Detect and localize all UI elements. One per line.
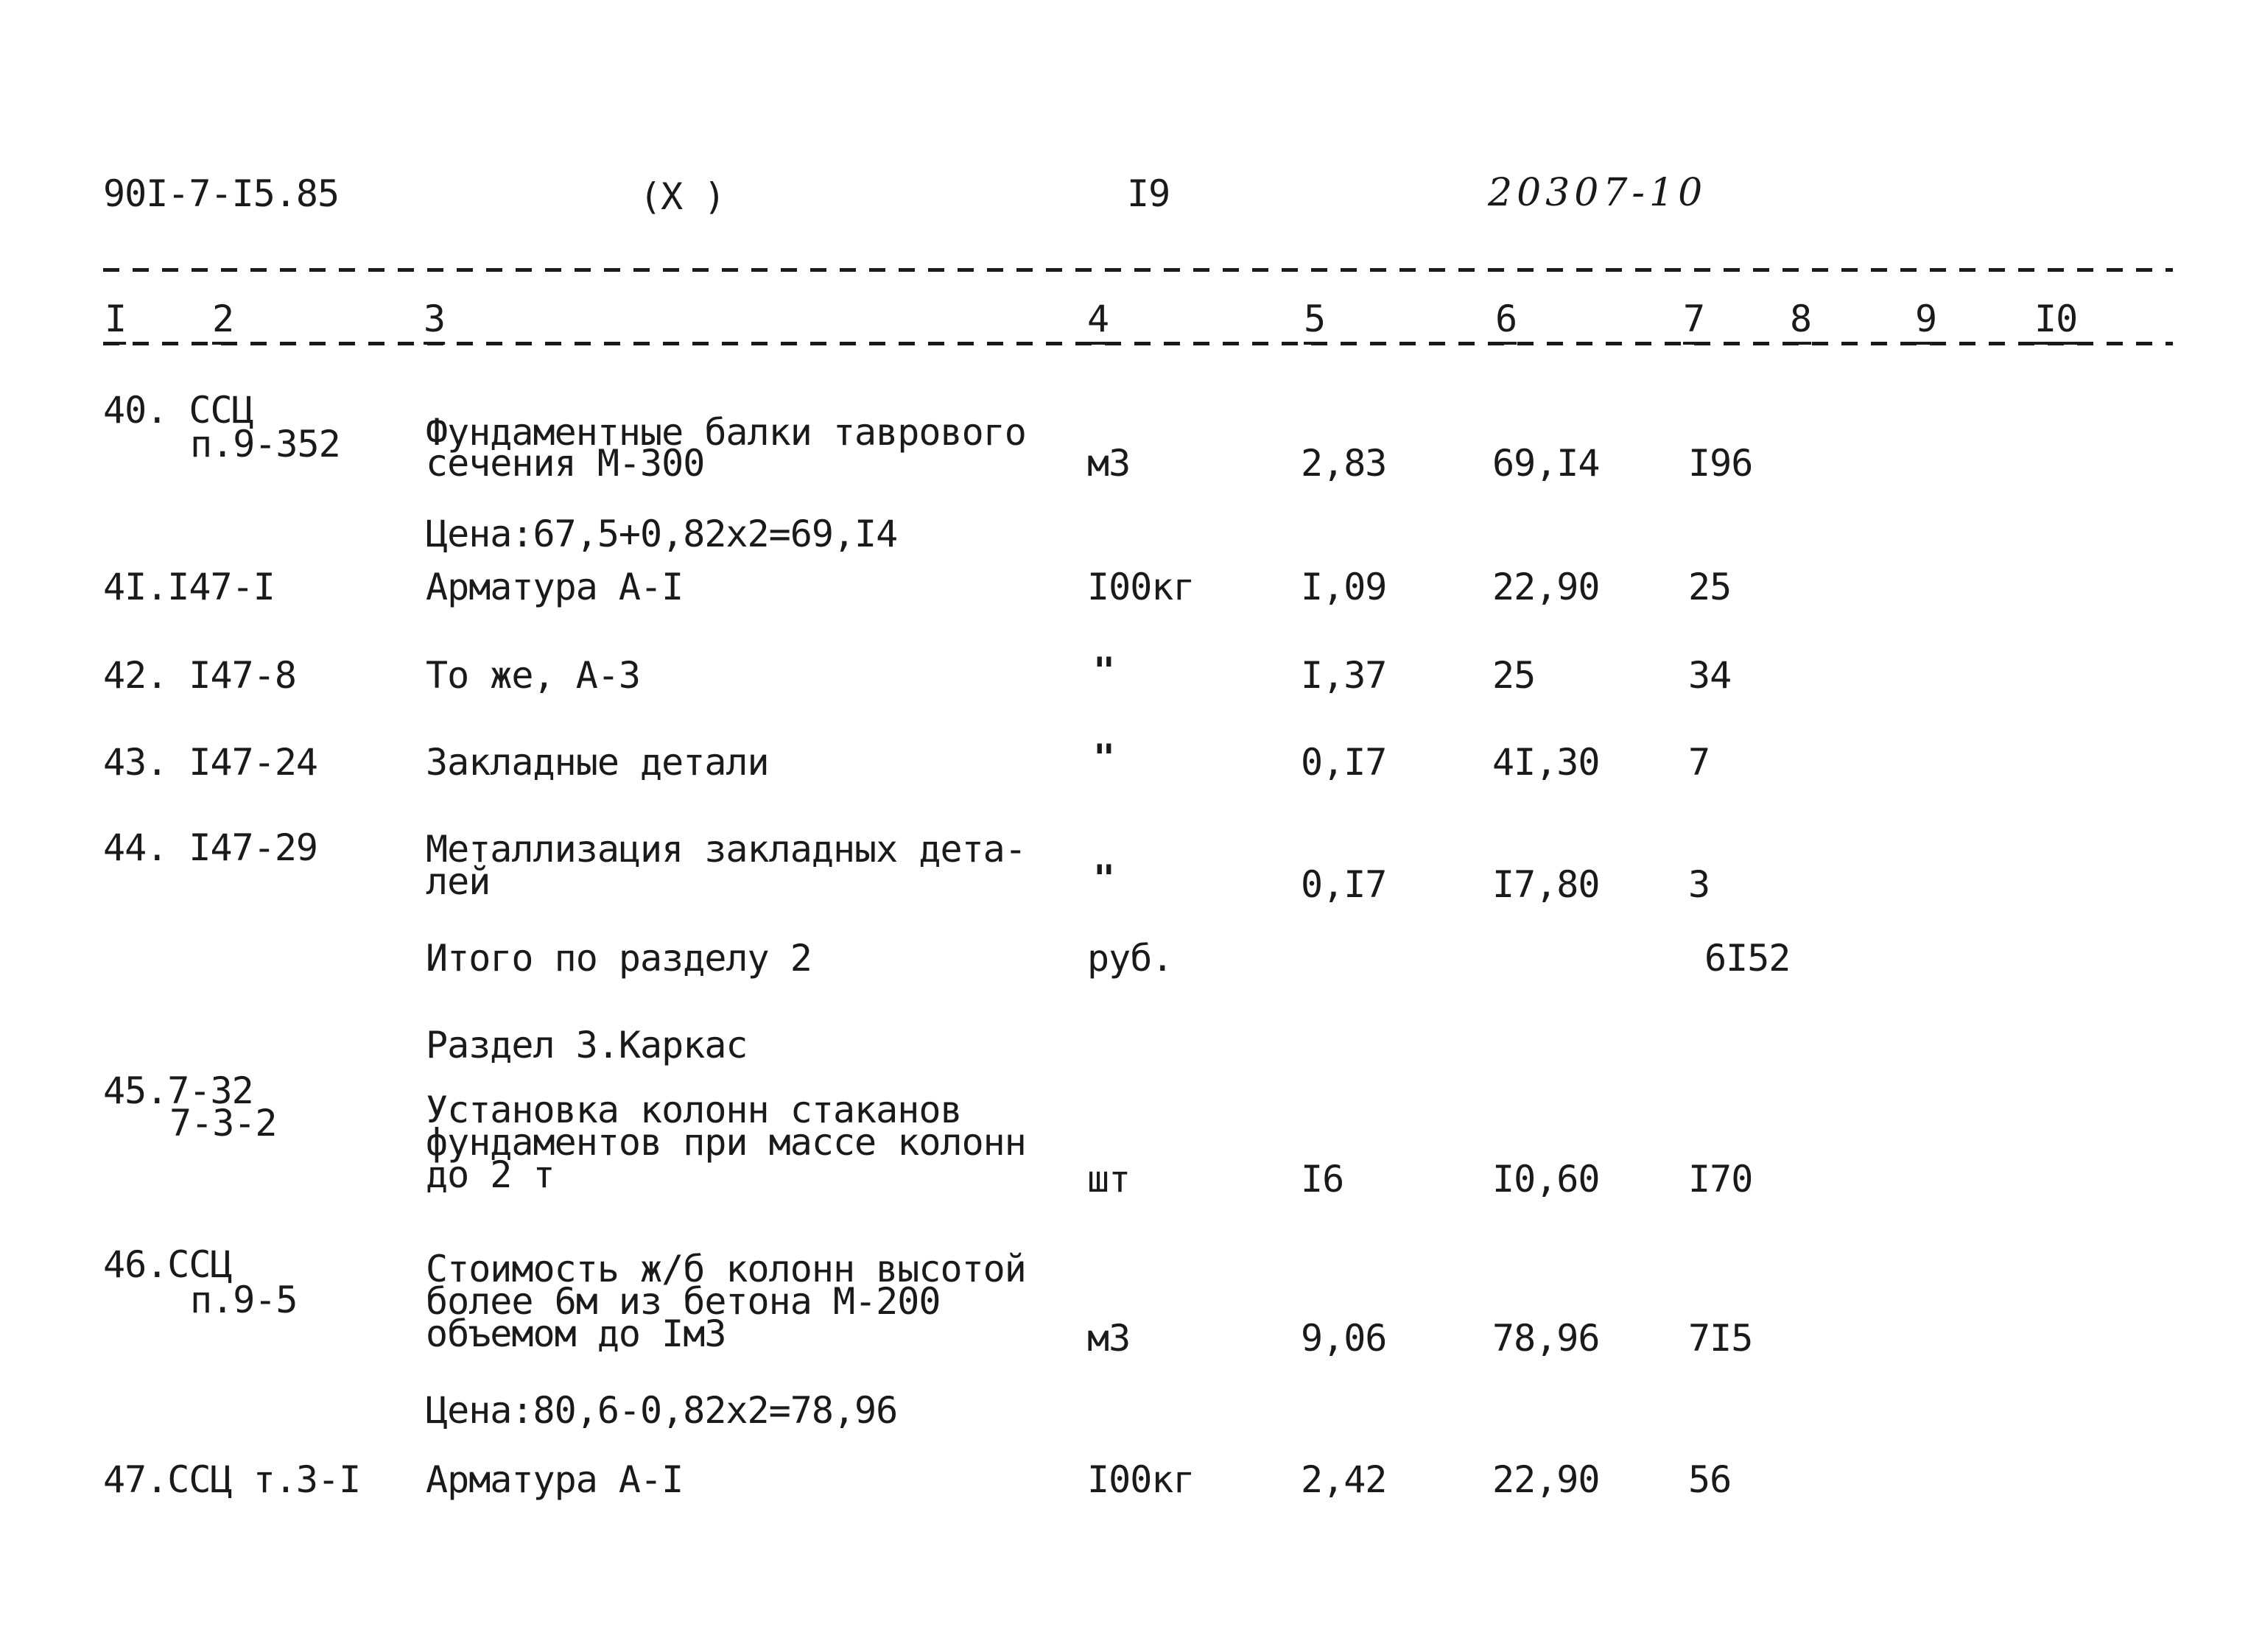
item-description: фундаментов при массе колонн [426,1121,1026,1164]
item-price: I0,60 [1492,1158,1600,1201]
document-code: 90I-7-I5.85 [103,172,340,215]
item-price: 25 [1492,654,1536,697]
item-price: I7,80 [1492,863,1600,906]
item-description: сечения М-300 [426,442,705,485]
item-unit: I00кг [1087,566,1195,608]
item-description: Стоимость ж/б колонн высотой [426,1248,1026,1290]
item-total: 56 [1688,1458,1732,1501]
item-number: 47.ССЦ т.3-I [103,1458,361,1501]
column-number: 2 [212,298,234,340]
section-subtotal-total: 6I52 [1704,937,1791,980]
item-description: То же, А-3 [426,654,641,697]
item-total: I96 [1688,442,1753,485]
ditto-mark: " [1093,857,1115,900]
item-quantity: I,09 [1301,566,1387,608]
item-total: 3 [1688,863,1710,906]
column-number: 8 [1790,298,1812,340]
item-number: п.9-352 [190,423,340,465]
ditto-mark: " [1093,650,1115,692]
column-numbers-divider [103,342,2173,345]
item-quantity: I,37 [1301,654,1387,697]
price-note: Цена:80,6-0,82х2=78,96 [426,1389,898,1432]
item-number: 42. I47-8 [103,654,296,697]
item-quantity: 2,83 [1301,442,1387,485]
column-number: I0 [2034,298,2078,340]
item-quantity: 2,42 [1301,1458,1387,1501]
column-number: 5 [1304,298,1326,340]
item-quantity: I6 [1301,1158,1344,1201]
column-number: 7 [1683,298,1705,340]
item-description: Арматура А-I [426,566,684,608]
item-description: до 2 т [426,1153,555,1196]
item-total: 34 [1688,654,1732,697]
item-number: 46.ССЦ [103,1243,232,1286]
item-total: I70 [1688,1158,1753,1201]
item-unit: шт [1087,1158,1131,1201]
ditto-mark: " [1093,737,1115,779]
item-price: 22,90 [1492,566,1600,608]
section-heading: Раздел 3.Каркас [426,1024,748,1066]
header-divider [103,268,2173,272]
item-price: 78,96 [1492,1317,1600,1360]
item-description: Металлизация закладных дета- [426,828,1026,871]
item-price: 4I,30 [1492,741,1600,784]
item-description: Закладные детали [426,741,769,784]
item-total: 7I5 [1688,1317,1753,1360]
item-number: 40. ССЦ [103,389,253,432]
handwritten-number: 20307-10 [1488,171,1707,215]
item-quantity: 0,I7 [1301,741,1387,784]
item-unit: м3 [1087,442,1131,485]
item-price: 22,90 [1492,1458,1600,1501]
section-subtotal-label: Итого по разделу 2 [426,937,812,980]
item-number: 45.7-32 [103,1069,253,1112]
column-number: 9 [1915,298,1937,340]
item-quantity: 9,06 [1301,1317,1387,1360]
column-number: I [105,298,127,340]
item-description: Фундаментные балки таврового [426,411,1026,454]
item-description: лей [426,860,491,903]
item-description: более 6м из бетона М-200 [426,1280,941,1323]
item-description: Арматура А-I [426,1458,684,1501]
document-mark: (X ) [639,175,726,218]
item-unit: м3 [1087,1317,1131,1360]
item-description: Установка колонн стаканов [426,1089,962,1131]
item-total: 7 [1688,741,1710,784]
section-subtotal-unit: руб. [1087,937,1173,980]
item-unit: I00кг [1087,1458,1195,1501]
item-quantity: 0,I7 [1301,863,1387,906]
column-number: 3 [424,298,446,340]
item-description: объемом до IмЗ [426,1312,726,1355]
column-number: 6 [1495,298,1517,340]
item-price: 69,I4 [1492,442,1600,485]
item-number: 4I.I47-I [103,566,275,608]
price-note: Цена:67,5+0,82х2=69,I4 [426,513,898,555]
item-number: 43. I47-24 [103,741,318,784]
item-number: п.9-5 [190,1279,298,1321]
item-number: 7-3-2 [169,1102,277,1145]
item-total: 25 [1688,566,1732,608]
page-number: I9 [1127,172,1170,215]
item-number: 44. I47-29 [103,826,318,869]
column-number: 4 [1087,298,1109,340]
